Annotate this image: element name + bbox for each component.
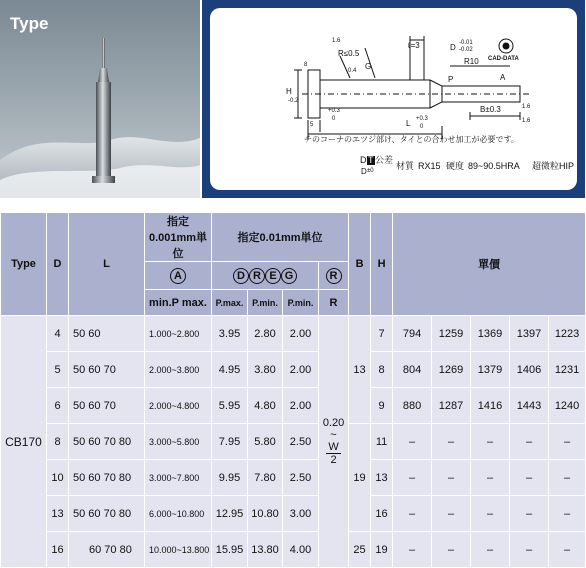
r-value-line1: 0.20 (322, 416, 345, 429)
label-1-6c: 1.6 (522, 118, 531, 124)
cell-dpmax: 4.95 (212, 352, 248, 388)
label-r10: R10 (464, 57, 479, 66)
cell-l: 50 60 70 80 (69, 460, 145, 496)
cell-price-1: – (393, 532, 432, 568)
label-5: 5 (310, 122, 314, 128)
cell-d: 16 (47, 532, 69, 568)
type-cell: CB170 (1, 316, 47, 568)
r-value-line3: W (328, 441, 339, 453)
cell-l: 60 70 80 (69, 532, 145, 568)
header-l: L (69, 213, 145, 316)
cell-price-2: – (432, 424, 471, 460)
label-d-tol-bottom: -0.02 (459, 47, 473, 53)
label-g: G (365, 62, 372, 71)
cell-h: 9 (371, 388, 393, 424)
cell-price-5: – (549, 424, 586, 460)
material-value: RX15 (418, 161, 441, 171)
cell-h: 11 (371, 424, 393, 460)
table-row (1, 316, 586, 352)
cell-dpmin: 3.80 (248, 352, 283, 388)
cell-a: 10.000~13.800 (145, 532, 212, 568)
header-r2-cell (319, 262, 349, 290)
cell-price-4: – (510, 460, 549, 496)
cell-price-3: – (471, 532, 510, 568)
material-label: 材質 (396, 161, 415, 171)
cell-d: 13 (47, 496, 69, 532)
cell-price-3: 1379 (471, 352, 510, 388)
cell-a: 2.000~4.800 (145, 388, 212, 424)
cell-d: 10 (47, 460, 69, 496)
cell-dpmax: 7.95 (212, 424, 248, 460)
cell-h: 7 (371, 316, 393, 352)
header-drg-cell (212, 262, 319, 290)
header-b: B (349, 213, 371, 316)
header-r: R (249, 268, 265, 284)
product-photo-panel (0, 0, 200, 198)
cell-price-3: 1416 (471, 388, 510, 424)
cell-h: 19 (371, 532, 393, 568)
cell-price-4: 1443 (510, 388, 549, 424)
label-r05: R≤0.5 (338, 49, 360, 58)
cell-gpmin: 2.00 (283, 352, 319, 388)
cell-price-1: – (393, 496, 432, 532)
header-a-sub: min.P max. (145, 290, 212, 316)
d-grade: D (360, 155, 367, 165)
r-value (323, 417, 344, 466)
cell-price-5: 1240 (549, 388, 586, 424)
cell-dpmax: 3.95 (212, 316, 248, 352)
cell-h: 13 (371, 460, 393, 496)
d-grade-symbol: T (368, 155, 374, 165)
label-l-top: +0.3 (416, 116, 428, 122)
header-g: G (281, 268, 297, 284)
cell-price-3: – (471, 496, 510, 532)
cell-a: 6.000~10.800 (145, 496, 212, 532)
cell-price-4: – (510, 424, 549, 460)
cell-l: 50 60 70 80 (69, 496, 145, 532)
b-value-3: 25 (349, 532, 371, 568)
label-s-top: +0.3 (328, 108, 340, 114)
b-value-1: 13 (349, 316, 371, 424)
header-a: A (170, 268, 186, 284)
cell-l: 50 60 70 (69, 352, 145, 388)
table-row (1, 352, 586, 388)
cell-price-1: – (393, 460, 432, 496)
label-0-4: 0.4 (348, 68, 357, 74)
header-e: E (265, 268, 281, 284)
technical-drawing (210, 8, 577, 190)
r-value-line2: ~ (330, 428, 337, 441)
header-note-dpg: 指定0.01mm単位 (212, 213, 349, 262)
cell-price-1: 880 (393, 388, 432, 424)
header-note-a: 指定0.001mm単位 (145, 213, 212, 262)
cell-l: 50 60 70 (69, 388, 145, 424)
cell-price-5: 1231 (549, 352, 586, 388)
spec-table (0, 212, 586, 568)
header-a-cell (145, 262, 212, 290)
r-value-line4: 2 (330, 454, 337, 467)
table-row (1, 388, 586, 424)
cell-gpmin: 2.00 (283, 388, 319, 424)
cell-price-4: 1397 (510, 316, 549, 352)
label-a: A (500, 73, 506, 82)
header-pmax: P.max. (212, 290, 248, 316)
cell-price-1: 794 (393, 316, 432, 352)
cell-dpmax: 12.95 (212, 496, 248, 532)
header-price: 單價 (393, 213, 586, 316)
cell-gpmin: 2.00 (283, 316, 319, 352)
label-ell3: ℓ=3 (408, 41, 420, 50)
cell-price-3: 1369 (471, 316, 510, 352)
cell-d: 5 (47, 352, 69, 388)
header-d: D (47, 213, 69, 316)
cell-price-5: 1223 (549, 316, 586, 352)
cell-gpmin: 3.00 (283, 496, 319, 532)
grain-value: 超微粒HIP (532, 161, 575, 171)
b-value-2: 19 (349, 424, 371, 532)
table-row (1, 532, 586, 568)
cell-h: 16 (371, 496, 393, 532)
cell-gpmin: 2.50 (283, 424, 319, 460)
cell-a: 1.000~2.800 (145, 316, 212, 352)
label-d-tol: D (450, 43, 456, 52)
hardness-value: 89~90.5HRA (468, 161, 520, 171)
cell-dpmax: 15.95 (212, 532, 248, 568)
cell-a: 2.000~3.800 (145, 352, 212, 388)
cell-price-3: – (471, 460, 510, 496)
cell-d: 4 (47, 316, 69, 352)
cell-gpmin: 4.00 (283, 532, 319, 568)
cell-gpmin: 2.50 (283, 460, 319, 496)
table-row (1, 496, 586, 532)
technical-drawing-panel (202, 0, 585, 198)
header-r2: R (326, 268, 342, 284)
cell-price-4: – (510, 532, 549, 568)
header-h: H (371, 213, 393, 316)
cell-dpmin: 7.80 (248, 460, 283, 496)
cell-dpmin: 13.80 (248, 532, 283, 568)
d-grade-2-sub: ±0 (367, 168, 374, 174)
label-h-tol: -0.2 (288, 98, 299, 104)
cell-h: 8 (371, 352, 393, 388)
cell-dpmin: 4.80 (248, 388, 283, 424)
cell-price-3: – (471, 424, 510, 460)
cell-dpmin: 10.80 (248, 496, 283, 532)
drawing-note: チのコーナのエツジ部け、タイとの合わせ加工が必要です。 (304, 135, 519, 144)
cell-price-1: 804 (393, 352, 432, 388)
cell-price-2: 1287 (432, 388, 471, 424)
cell-dpmax: 9.95 (212, 460, 248, 496)
cell-price-2: – (432, 496, 471, 532)
cell-price-1: – (393, 424, 432, 460)
punch-dimension-drawing (210, 8, 577, 190)
cell-price-2: – (432, 532, 471, 568)
r-value-cell (319, 316, 349, 568)
cell-price-5: – (549, 496, 586, 532)
label-8: 8 (304, 62, 308, 68)
cell-price-2: – (432, 460, 471, 496)
cell-price-4: – (510, 496, 549, 532)
cell-price-4: 1406 (510, 352, 549, 388)
cell-l: 50 60 70 80 (69, 424, 145, 460)
cell-dpmin: 2.80 (248, 316, 283, 352)
cell-d: 8 (47, 424, 69, 460)
header-d2: D (233, 268, 249, 284)
label-1-6: 1.6 (332, 38, 341, 44)
cell-d: 6 (47, 388, 69, 424)
header-pmin-2: P.min. (283, 290, 319, 316)
label-s-bottom: 0 (332, 116, 336, 122)
cell-dpmax: 5.95 (212, 388, 248, 424)
cell-price-5: – (549, 532, 586, 568)
header-r-sub: R (319, 290, 349, 316)
cell-a: 3.000~7.800 (145, 460, 212, 496)
label-b: B±0.3 (480, 105, 501, 114)
photo-title: Type (10, 14, 49, 33)
cell-price-5: – (549, 460, 586, 496)
cell-l: 50 60 (69, 316, 145, 352)
cell-a: 3.000~5.800 (145, 424, 212, 460)
label-d-tol-top: -0.01 (459, 40, 473, 46)
d-grade-2: D (361, 167, 367, 176)
d-grade-text: 公差 (375, 155, 394, 165)
label-l-bottom: 0 (420, 124, 424, 130)
cell-dpmin: 5.80 (248, 424, 283, 460)
table-row (1, 424, 586, 460)
label-1-6b: 1.6 (522, 104, 531, 110)
label-p: P (448, 75, 454, 84)
table-row (1, 460, 586, 496)
header-pmin: P.min. (248, 290, 283, 316)
label-cad-data: CAD-DATA (488, 56, 519, 62)
cell-price-2: 1269 (432, 352, 471, 388)
label-h: H (286, 87, 292, 96)
hardness-label: 硬度 (446, 161, 465, 171)
cell-price-2: 1259 (432, 316, 471, 352)
label-l: L (406, 119, 411, 128)
header-type: Type (1, 213, 47, 316)
